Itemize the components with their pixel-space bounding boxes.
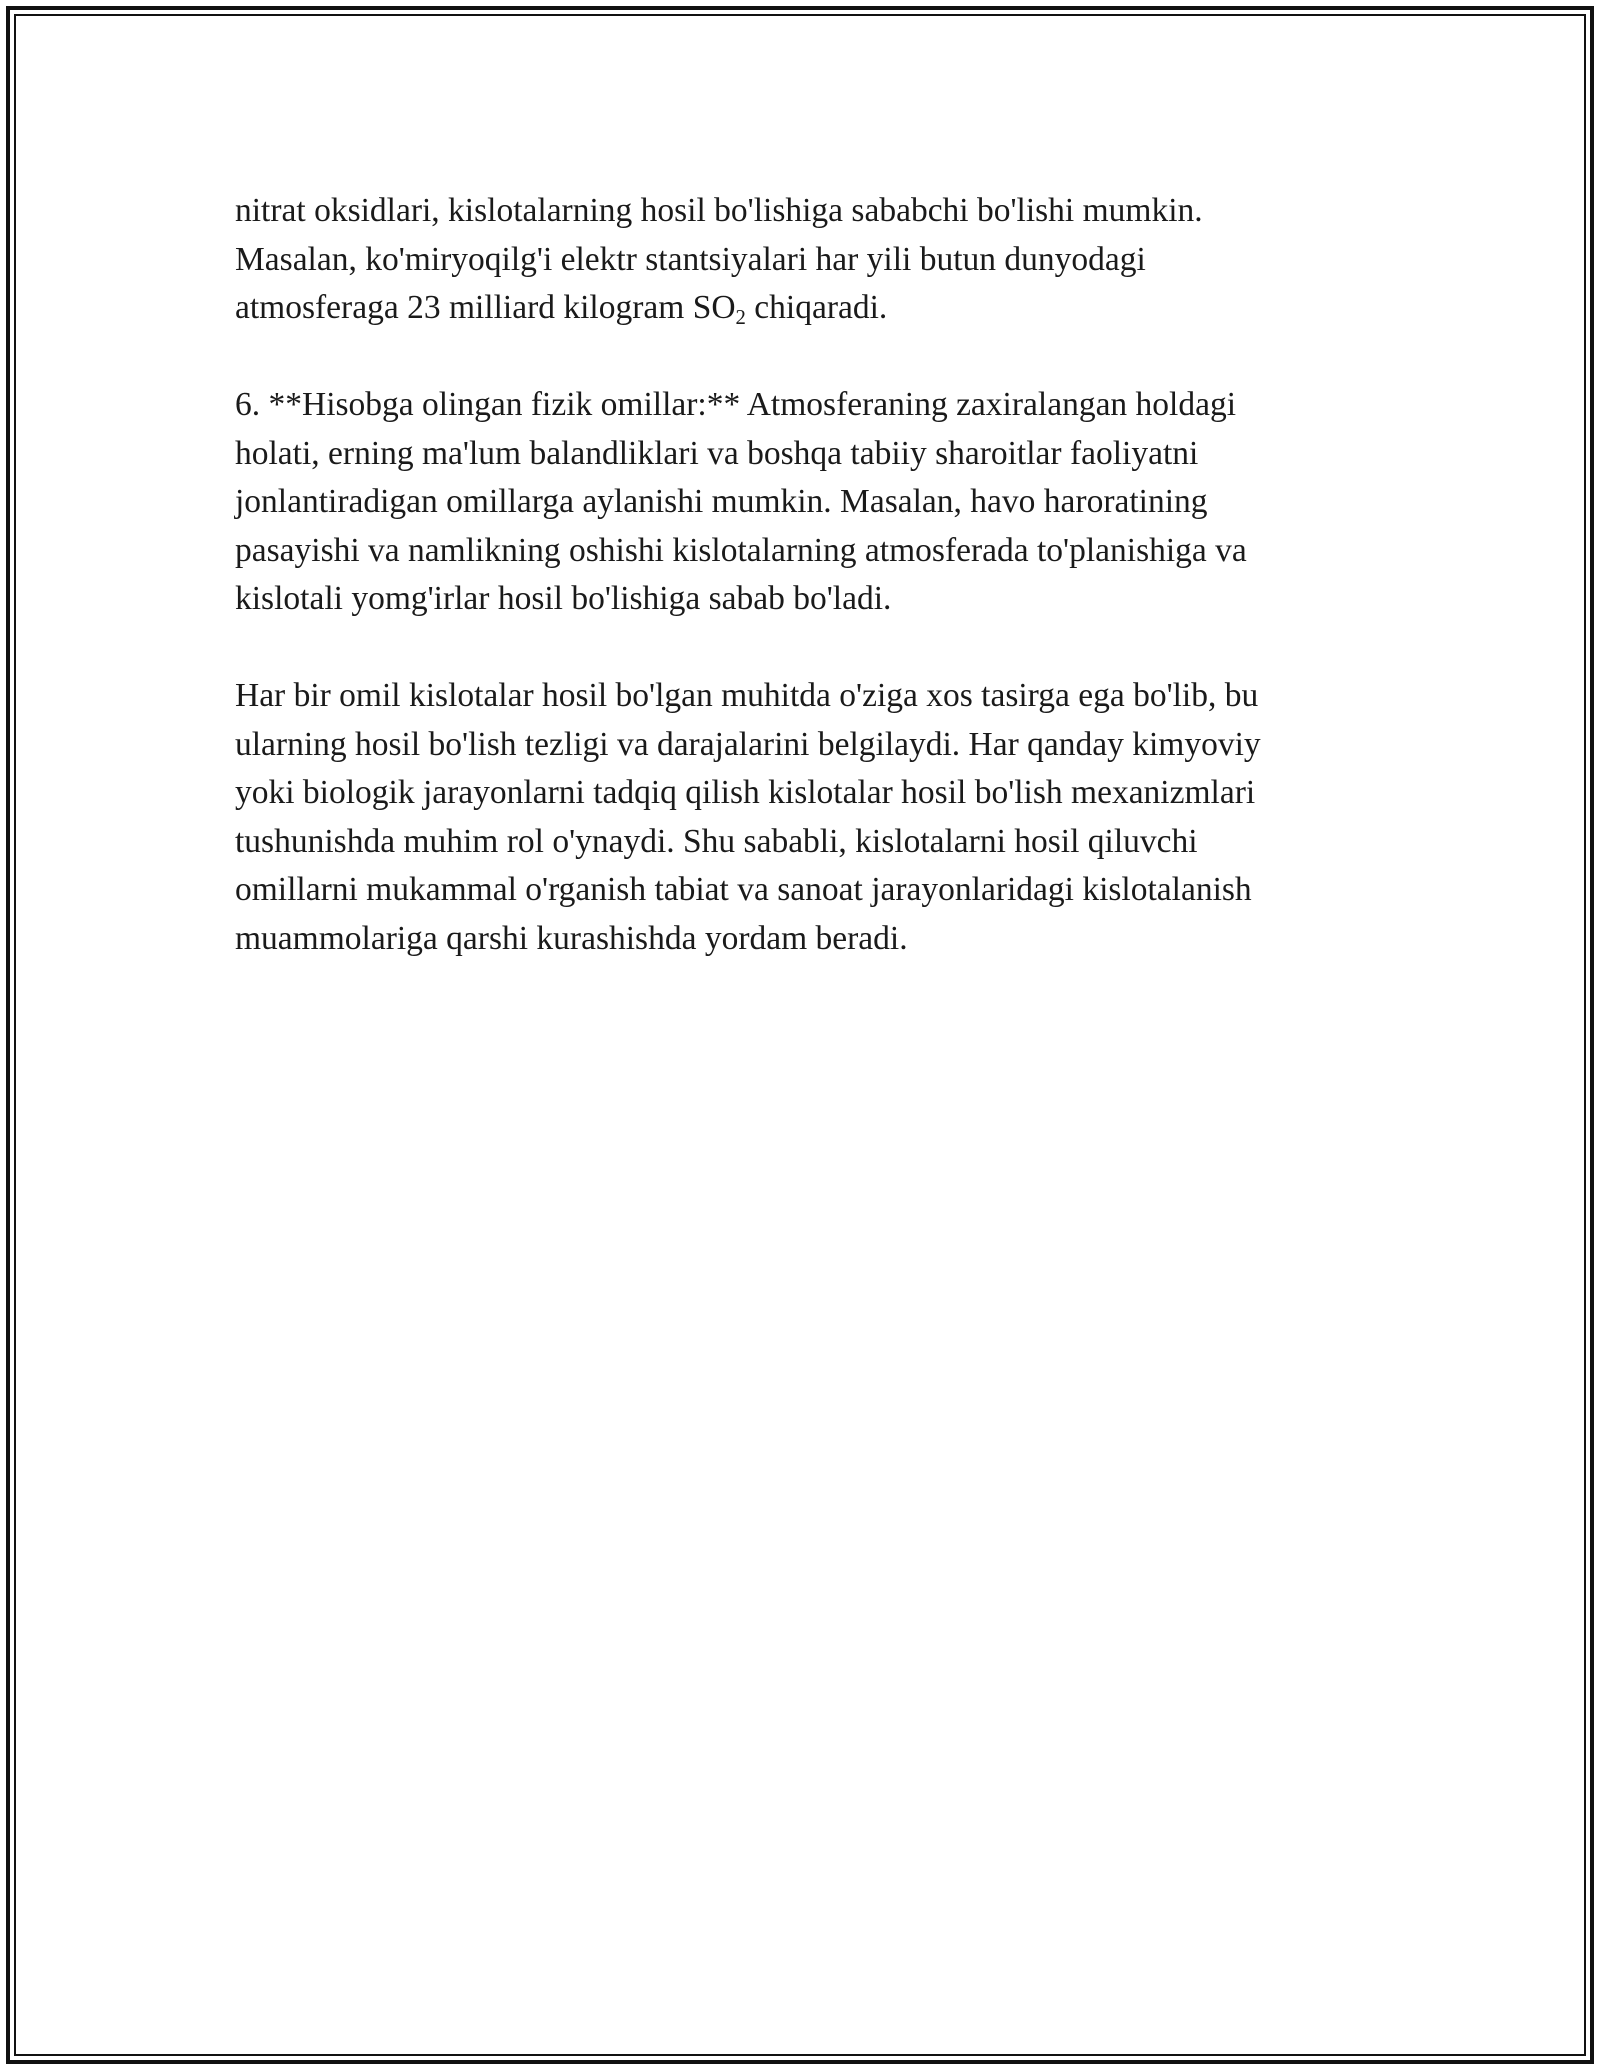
text-fragment: chiqaradi. bbox=[745, 289, 888, 326]
text-fragment: atmosferaga 23 milliard kilogram SO bbox=[235, 289, 736, 326]
text-line: muammolariga qarshi kurashishda yordam beradi. bbox=[235, 919, 908, 957]
text-line: ularning hosil bo'lish tezligi va darajalarini belgilaydi. Har qanday kimyoviy bbox=[235, 725, 1261, 763]
subscript: 2 bbox=[735, 305, 746, 329]
text-line: nitrat oksidlari, kislotalarning hosil bo'lishiga sababchi bo'lishi mumkin. bbox=[235, 192, 1203, 229]
text-line: Har bir omil kislotalar hosil bo'lgan muhitda o'ziga xos tasirga ega bo'lib, bu bbox=[235, 677, 1259, 714]
text-line: pasayishi va namlikning oshishi kislotalarning atmosferada to'planishiga va bbox=[235, 531, 1247, 569]
text-line: Masalan, ko'miryoqilg'i elektr stantsiyalari har yili butun dunyodagi bbox=[235, 240, 1146, 278]
document-body bbox=[235, 187, 1375, 1012]
text-line: omillarni mukammal o'rganish tabiat va sanoat jarayonlaridagi kislotalanish bbox=[235, 871, 1252, 908]
text-line: 6. **Hisobga olingan fizik omillar:** Atmosferaning zaxiralangan holdagi bbox=[235, 386, 1237, 423]
paragraph-acid-emissions bbox=[235, 187, 1375, 333]
paragraph-conclusion bbox=[235, 672, 1375, 963]
text-line: tushunishda muhim rol o'ynaydi. Shu sababli, kislotalarni hosil qiluvchi bbox=[235, 822, 1198, 860]
text-line: holati, erning ma'lum balandliklari va boshqa tabiiy sharoitlar faoliyatni bbox=[235, 434, 1199, 472]
text-line: yoki biologik jarayonlarni tadqiq qilish kislotalar hosil bo'lish mexanizmlari bbox=[235, 774, 1256, 811]
text-line: jonlantiradigan omillarga aylanishi mumkin. Masalan, havo haroratining bbox=[235, 483, 1208, 520]
paragraph-physical-factors bbox=[235, 381, 1375, 624]
text-line-with-formula bbox=[235, 284, 1375, 333]
text-line: kislotali yomg'irlar hosil bo'lishiga sabab bo'ladi. bbox=[235, 580, 892, 617]
